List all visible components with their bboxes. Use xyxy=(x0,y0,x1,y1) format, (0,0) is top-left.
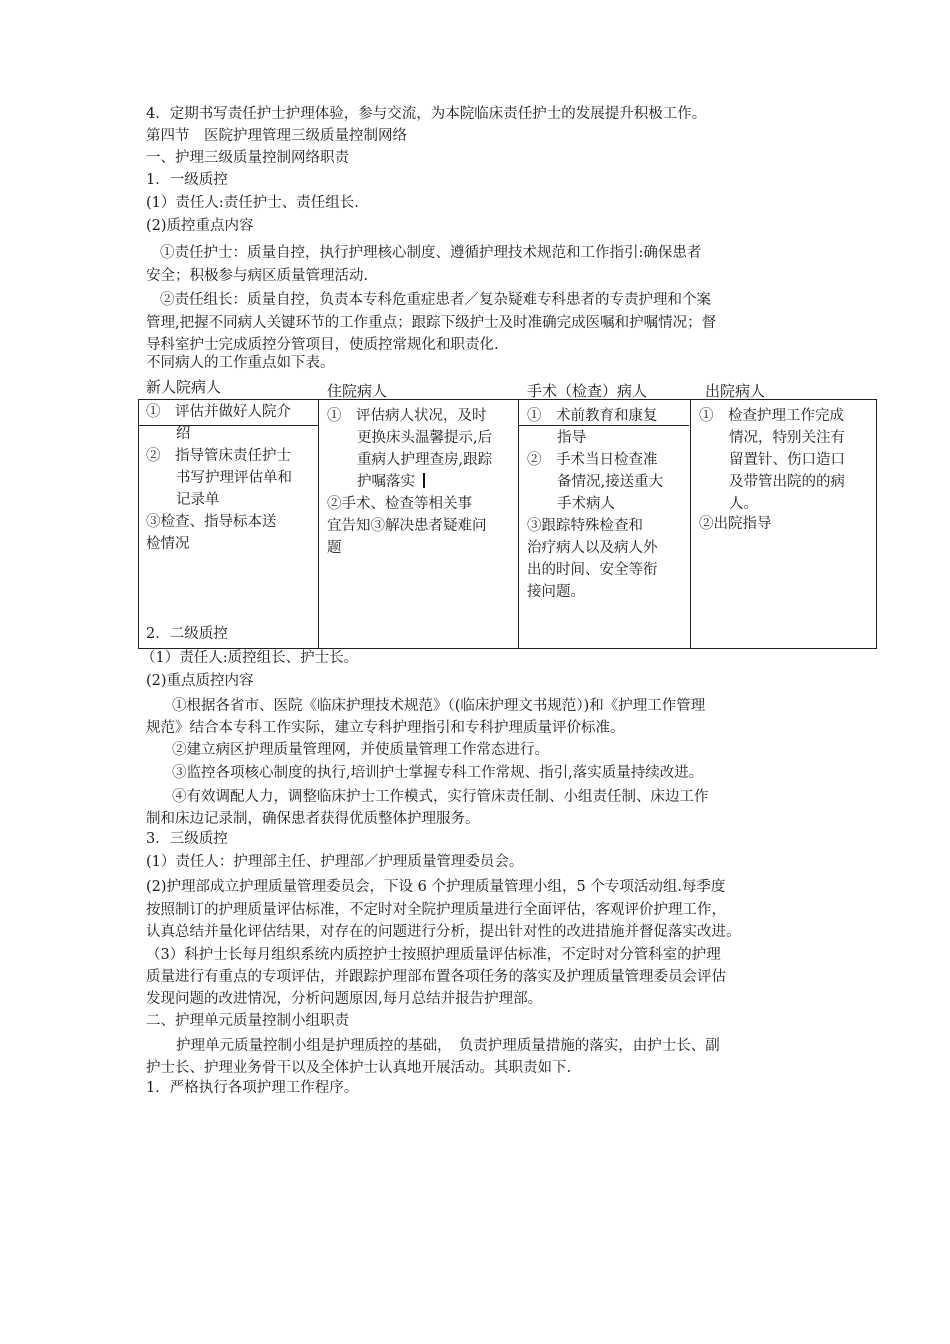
paragraph-line: ③监控各项核心制度的执行,培训护士掌握专科工作常规、指引,落实质量持续改进。 xyxy=(172,765,704,781)
paragraph-line: 发现问题的改进情况，分析问题原因,每月总结并报告护理部。 xyxy=(146,991,543,1007)
table-intro: 不同病人的工作重点如下表。 xyxy=(146,355,335,371)
section-title: 第四节 医院护理管理三级质量控制网络 xyxy=(146,128,407,144)
paragraph-line: ①责任护士：质量自控，执行护理核心制度、遵循护理技术规范和工作指引:确保患者 xyxy=(160,245,702,261)
paragraph-line: 质量进行有重点的专项评估，并跟踪护理部布置各项任务的落实及护理质量管理委员会评估 xyxy=(146,969,726,985)
level3-heading: 3．三级质控 xyxy=(146,831,228,847)
table-cell: 检情况 xyxy=(146,536,190,552)
table-cell: ① 检查护理工作完成 xyxy=(699,408,844,424)
column-divider xyxy=(518,400,519,648)
table-cell: ① 评估病人状况，及时 xyxy=(327,408,487,424)
table-cell: 出的时间、安全等衔 xyxy=(527,562,658,578)
table-cell: 记录单 xyxy=(176,492,220,508)
paragraph-line: ②责任组长：质量自控，负责本专科危重症患者／复杂疑难专科患者的专责护理和个案 xyxy=(160,292,711,308)
table-cell: 更换床头温馨提示,后 xyxy=(357,430,493,446)
paragraph-line: ②建立病区护理质量管理网，并使质量管理工作常态进行。 xyxy=(172,742,549,758)
paragraph-line: 护理单元质量控制小组是护理质控的基础， 负责护理质量措施的落实，由护士长、副 xyxy=(176,1038,720,1054)
paragraph-line: （3）科护士长每月组织系统内质控护士按照护理质量评估标准，不定时对分管科室的护理 xyxy=(146,947,721,963)
subheading-level1: 1．一级质控 xyxy=(146,172,228,188)
table-cell: ②出院指导 xyxy=(699,516,772,532)
table-cell: 绍 xyxy=(176,426,191,442)
table-cell: 人。 xyxy=(729,496,758,512)
table-cell: ② 指导管床责任护士 xyxy=(146,448,291,464)
column-divider xyxy=(318,400,319,648)
paragraph-line: 护士长、护理业务骨干以及全体护士认真地开展活动。其职责如下. xyxy=(146,1060,572,1076)
table-cell: 备情况,接送重大 xyxy=(557,474,664,490)
paragraph-line: (2)护理部成立护理质量管理委员会，下设 6 个护理质量管理小组，5 个专项活动组.每季度 xyxy=(146,879,726,895)
table-cell: ① 术前教育和康复 xyxy=(527,408,658,424)
table-cell: 宜告知③解决患者疑难问 xyxy=(327,518,487,534)
row-divider xyxy=(139,425,319,426)
table-header-discharge: 出院病人 xyxy=(705,382,766,400)
list-item: 1．严格执行各项护理工作程序。 xyxy=(146,1080,359,1096)
table-cell: 接问题。 xyxy=(527,584,585,600)
paragraph-line: 认真总结并量化评估结果，对存在的问题进行分析，提出针对性的改进措施并督促落实改进。 xyxy=(146,924,741,940)
table-cell: 护嘱落实 xyxy=(357,471,425,493)
item-4-line: 4．定期书写责任护士护理体验，参与交流，为本院临床责任护士的发展提升积极工作。 xyxy=(146,106,707,122)
focus-heading: (2)质控重点内容 xyxy=(146,218,254,234)
table-header-new: 新人院病人 xyxy=(146,378,222,396)
table-cell: 重病人护理查房,跟踪 xyxy=(357,452,493,468)
table-cell: 手术病人 xyxy=(557,496,615,512)
table-cell: 留置针、伤口造口 xyxy=(729,452,845,468)
table-cell: ③跟踪特殊检查和 xyxy=(527,518,643,534)
paragraph-line: 安全；积极参与病区质量管理活动. xyxy=(146,268,369,284)
table-cell: ① 评估并做好人院介 xyxy=(146,404,291,420)
level2-heading: 2．二级质控 xyxy=(146,626,228,642)
paragraph-line: 导科室护士完成质控分管项目，使质控常规化和职责化. xyxy=(146,337,499,353)
table-cell: ②手术、检查等相关事 xyxy=(327,496,472,512)
responsible-line: (1）责任人:责任护士、责任组长. xyxy=(146,195,359,211)
table-header-inpatient: 住院病人 xyxy=(327,382,388,400)
table-cell: ③检查、指导标本送 xyxy=(146,514,277,530)
heading-1: 一、护理三级质量控制网络职责 xyxy=(146,150,349,166)
paragraph-line: ④有效调配人力，调整临床护士工作模式，实行管床责任制、小组责任制、床边工作 xyxy=(172,789,709,805)
paragraph-line: 管理,把握不同病人关键环节的工作重点；跟踪下级护士及时准确完成医嘱和护嘱情况；督 xyxy=(146,315,717,331)
paragraph-line: 规范》结合本专科工作实际，建立专科护理指引和专科护理质量评价标准。 xyxy=(146,720,625,736)
column-divider xyxy=(690,400,691,648)
focus-heading: (2)重点质控内容 xyxy=(146,673,254,689)
table-cell: 指导 xyxy=(557,430,586,446)
table-cell: ② 手术当日检查准 xyxy=(527,452,658,468)
paragraph-line: 按照制订的护理质量评估标准，不定时对全院护理质量进行全面评估，客观评价护理工作， xyxy=(146,902,726,918)
table-cell: 题 xyxy=(327,540,342,556)
paragraph-line: 制和床边记录制，确保患者获得优质整体护理服务。 xyxy=(146,811,480,827)
heading-2: 二、护理单元质量控制小组职责 xyxy=(146,1013,349,1029)
text-cursor-icon xyxy=(423,473,425,488)
table-cell: 情况，特别关注有 xyxy=(729,430,845,446)
responsible-line: （1）责任人:质控组长、护士长。 xyxy=(141,650,359,666)
table-cell: 及带管出院的的病 xyxy=(729,474,845,490)
responsible-line: (1）责任人：护理部主任、护理部／护理质量管理委员会。 xyxy=(146,854,524,870)
table-cell: 书写护理评估单和 xyxy=(176,470,292,486)
paragraph-line: ①根据各省市、医院《临床护理技术规范》（(临床护理文书规范）)和《护理工作管理 xyxy=(172,698,706,714)
table-header-surgery: 手术（检查）病人 xyxy=(527,382,648,400)
table-cell: 治疗病人以及病人外 xyxy=(527,540,658,556)
